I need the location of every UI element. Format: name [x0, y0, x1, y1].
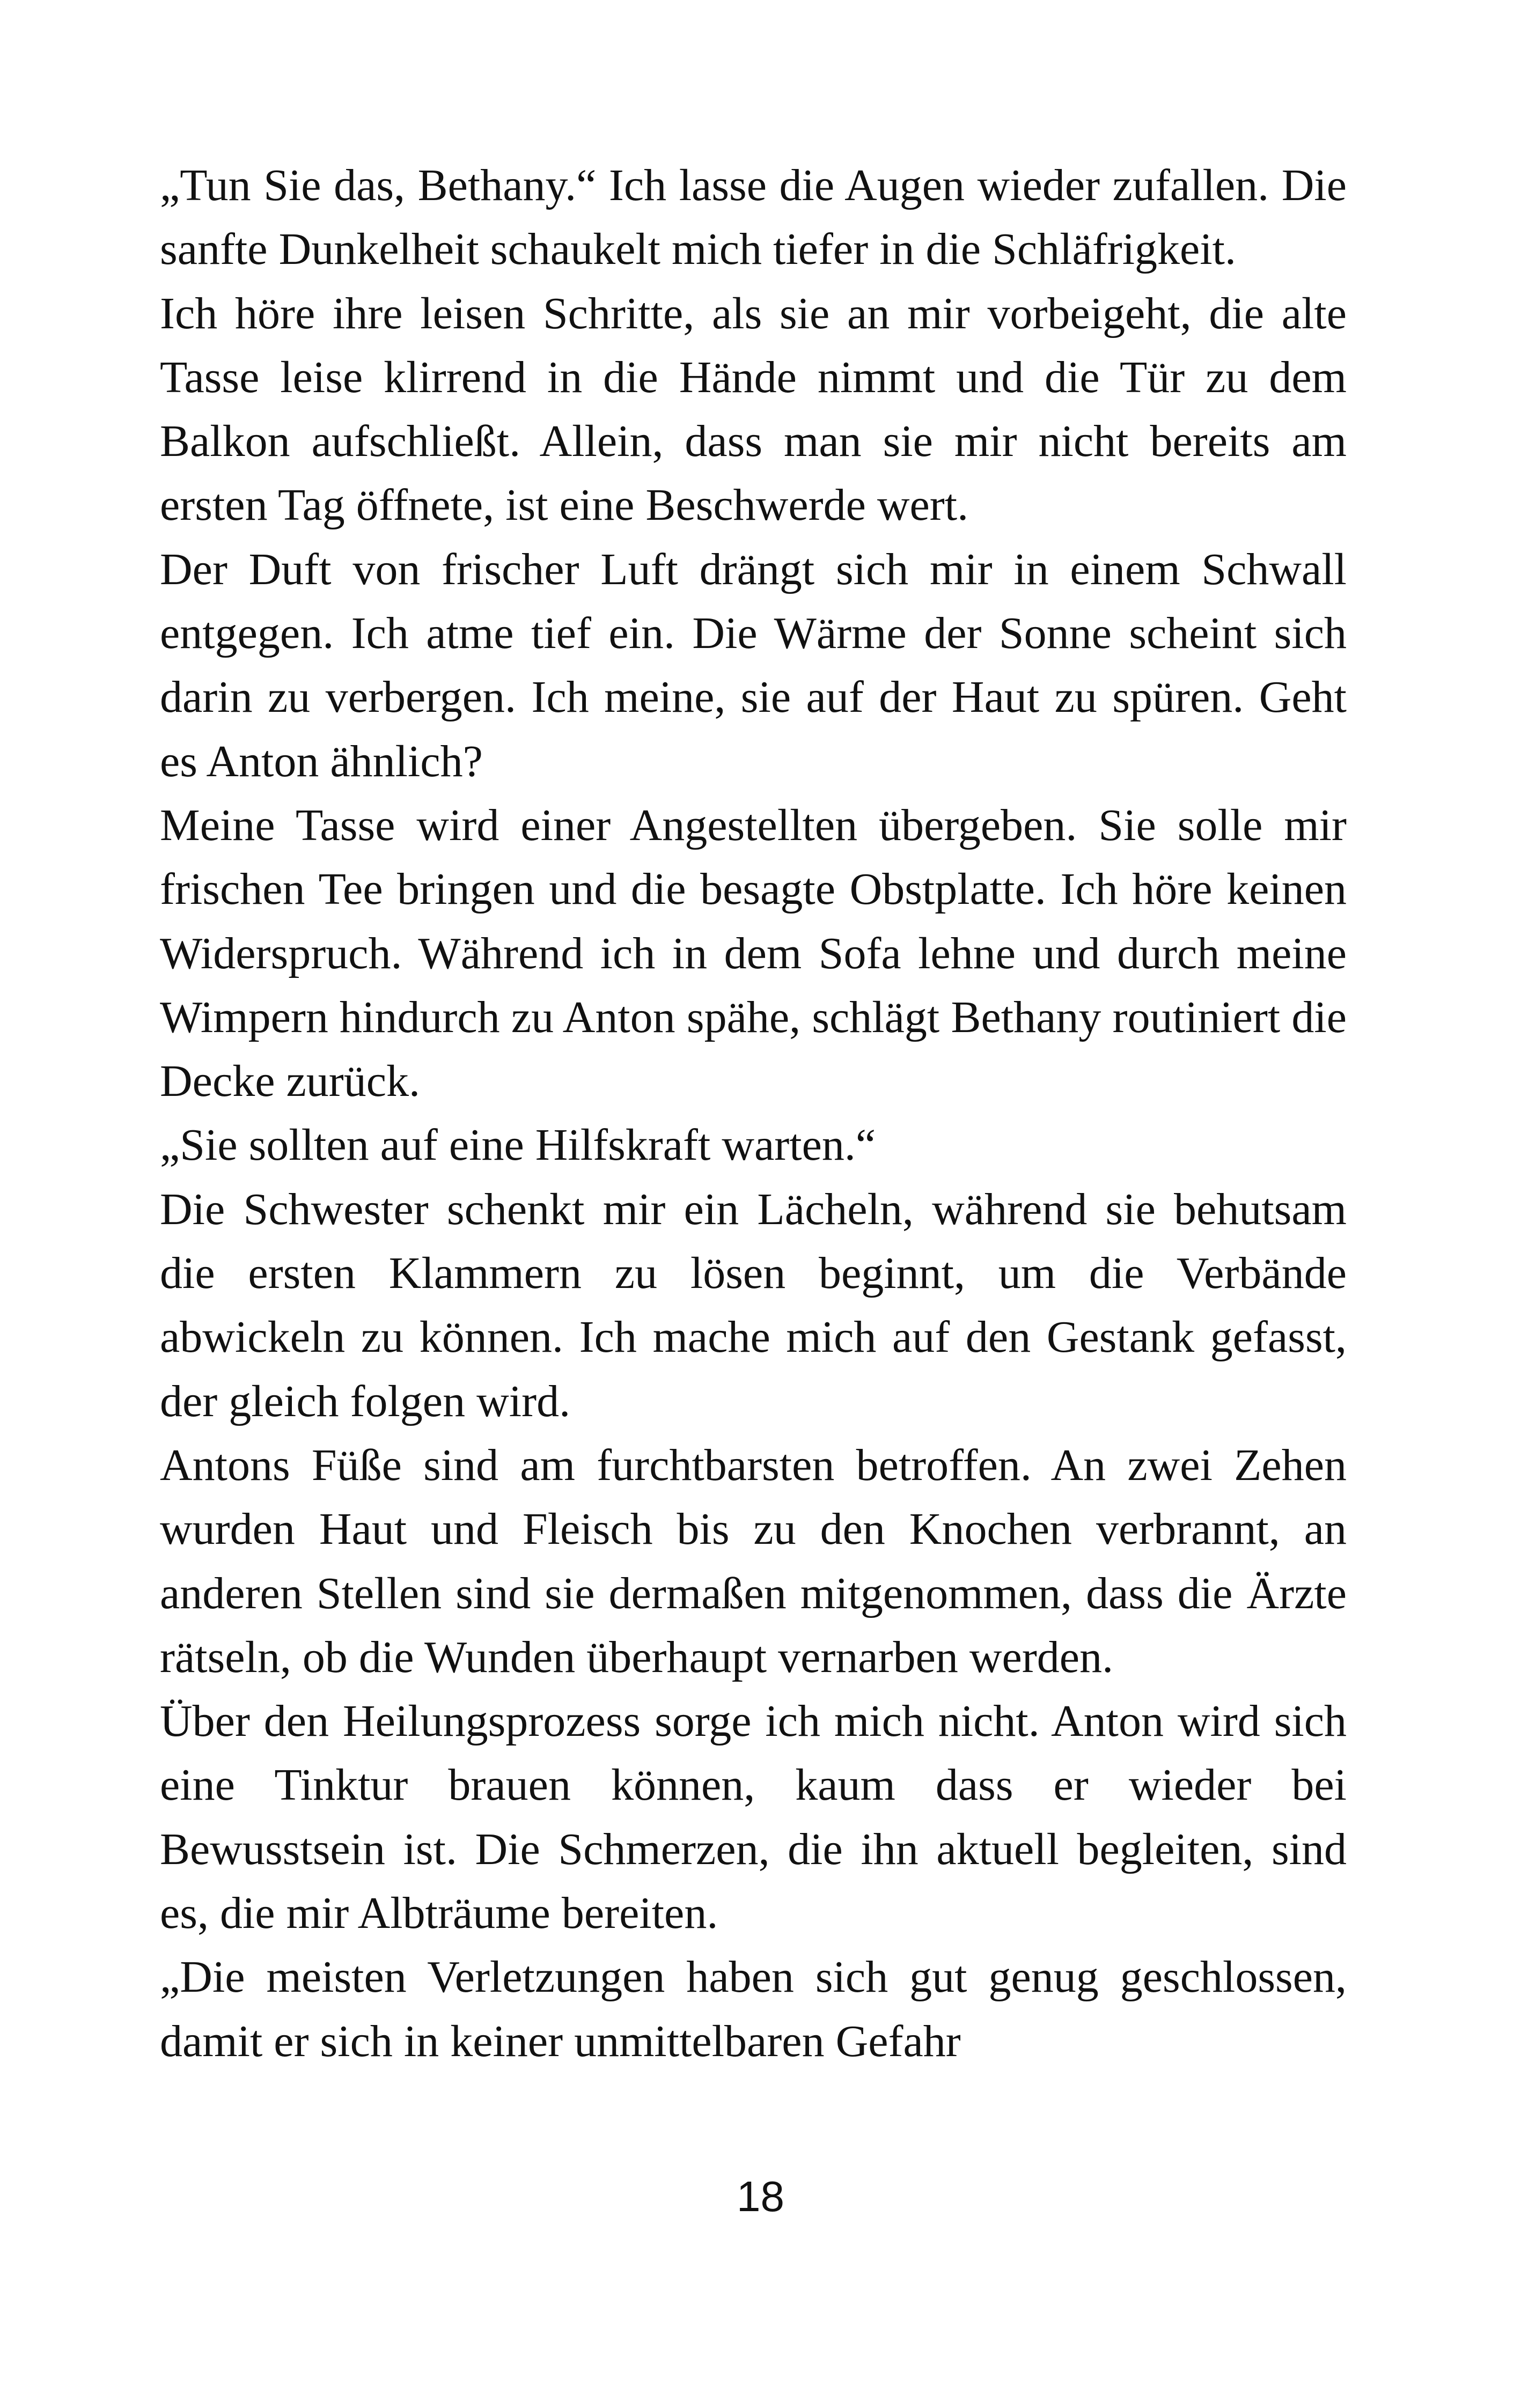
paragraph-4: Meine Tasse wird einer Angestellten übergeben. Sie solle mir frischen Tee bringen und die besagte Obstplatte. Ich höre keinen Widerspruch. Während ich in dem Sofa lehne und durch meine Wimpern hindurch zu Anton spähe, schlägt Bethany routiniert die Decke zurück.: [160, 800, 1347, 1107]
paragraph-5: „Sie sollten auf eine Hilfskraft warten.“: [160, 1120, 876, 1170]
paragraph-7: Antons Füße sind am furchtbarsten betroffen. An zwei Zehen wurden Haut und Fleisch bis zu den Knochen verbrannt, an anderen Stellen sind sie dermaßen mitgenommen, dass die Ärzte rätseln, ob die Wunden überhaupt vernarben werden.: [160, 1440, 1347, 1682]
body-text: [160, 153, 1347, 2073]
paragraph-2: Ich höre ihre leisen Schritte, als sie an mir vorbeigeht, die alte Tasse leise klirrend in die Hände nimmt und die Tür zu dem Balkon aufschließt. Allein, dass man sie mir nicht bereits am ersten Tag öffnete, ist eine Beschwerde wert.: [160, 288, 1347, 531]
paragraph-9: „Die meisten Verletzungen haben sich gut genug geschlossen, damit er sich in keiner unmittelbaren Gefahr: [160, 1952, 1347, 2066]
paragraph-6: Die Schwester schenkt mir ein Lächeln, während sie behutsam die ersten Klammern zu lösen beginnt, um die Verbände abwickeln zu können. Ich mache mich auf den Gestank gefasst, der gleich folgen wird.: [160, 1184, 1347, 1426]
paragraph-8: Über den Heilungsprozess sorge ich mich nicht. Anton wird sich eine Tinktur brauen können, kaum dass er wieder bei Bewusstsein ist. Die Schmerzen, die ihn aktuell begleiten, sind es, die mir Albträume bereiten.: [160, 1696, 1347, 1939]
paragraph-3: Der Duft von frischer Luft drängt sich mir in einem Schwall entgegen. Ich atme tief ein. Die Wärme der Sonne scheint sich darin zu verbergen. Ich meine, sie auf der Haut zu spüren. Geht es Anton ähnlich?: [160, 544, 1347, 786]
paragraph-1: „Tun Sie das, Bethany.“ Ich lasse die Augen wieder zufallen. Die sanfte Dunkelheit schaukelt mich tiefer in die Schläfrigkeit.: [160, 160, 1347, 275]
page-number: 18: [737, 2173, 784, 2220]
